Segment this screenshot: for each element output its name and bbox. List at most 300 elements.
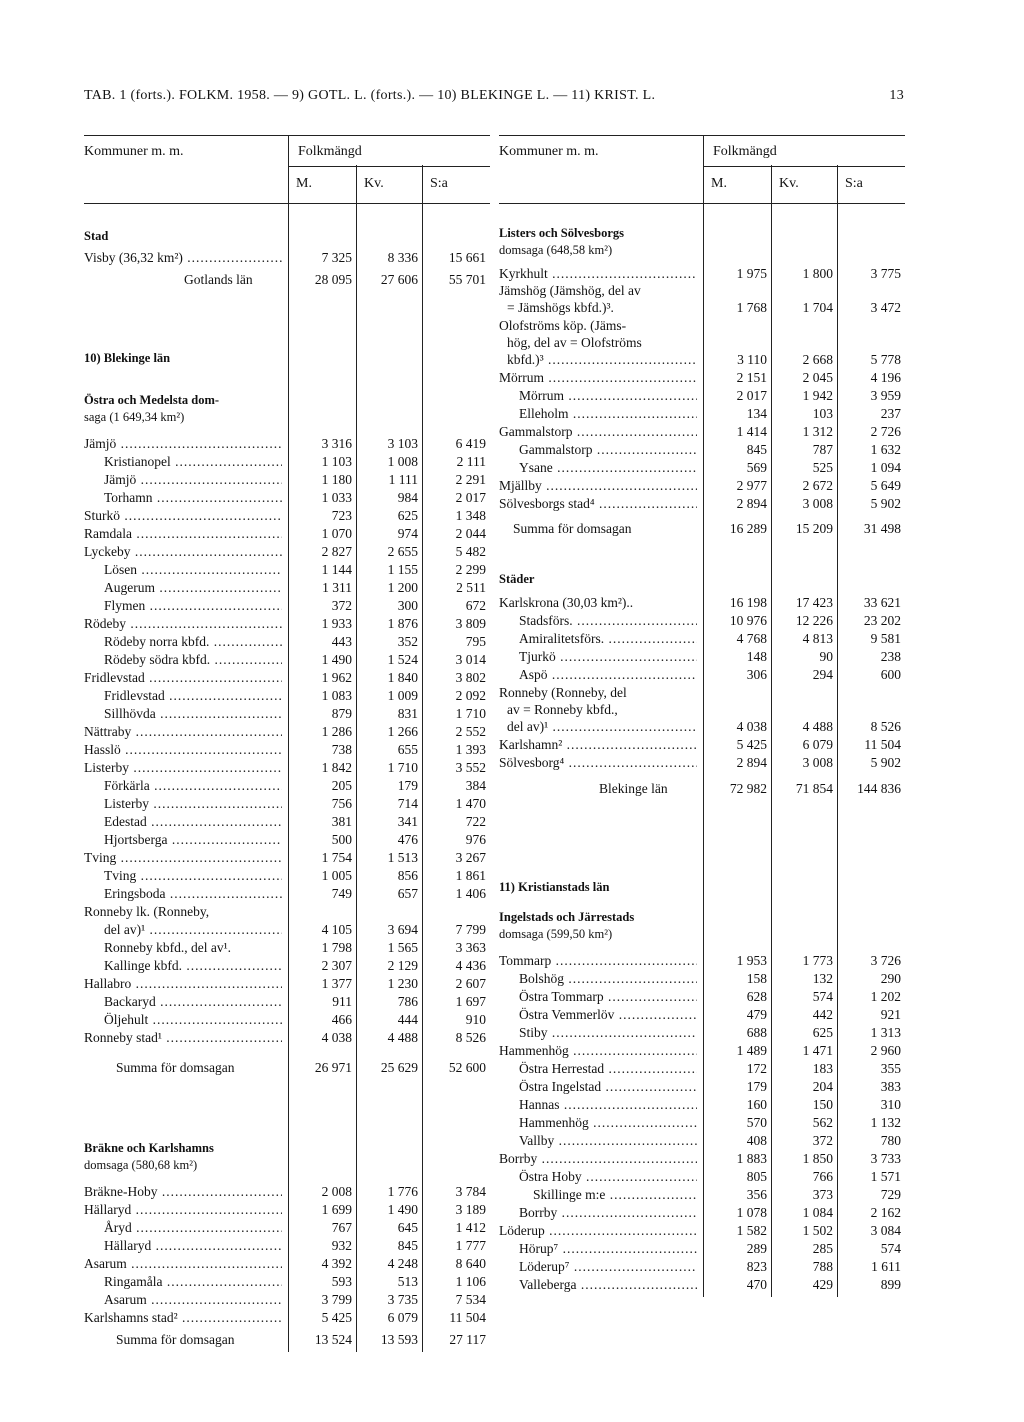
kv-value: 1 312 [802,424,833,439]
table-row [84,813,490,831]
kv-value: 341 [397,814,418,829]
row-label: Rödeby södra kbfd. ..... [104,651,282,669]
sa-value: 3 809 [455,616,486,631]
table-row [84,561,490,579]
table-row [499,1204,905,1222]
m-value: 805 [746,1169,767,1184]
table-row [84,723,490,741]
kv-value: 1 876 [387,616,418,631]
row-label: Summa för domsagan [116,1332,235,1347]
m-value: 16 198 [729,595,767,610]
row-label: Östra Ingelstad ..... [519,1078,697,1096]
sa-value: 976 [465,832,486,847]
m-value: 10 976 [729,613,767,628]
m-value: 479 [746,1007,767,1022]
m-value: 372 [331,598,352,613]
left-table [84,135,490,1347]
row-label: Ronneby stad¹ ..... [84,1029,282,1047]
sa-value: 290 [880,971,901,986]
section-heading: 10) Blekinge län [84,351,171,365]
sa-value: 5 902 [870,496,901,511]
sa-value: 2 111 [456,454,486,469]
sa-value: 4 436 [455,958,486,973]
row-label: Löderup ..... [499,1222,697,1240]
kv-value: 27 606 [380,272,418,287]
sa-value: 1 571 [870,1169,901,1184]
row-label: Valleberga ..... [519,1276,697,1294]
folkmangd-header: Folkmängd [298,144,362,159]
left-table-body [84,202,490,1352]
kv-value: 625 [397,508,418,523]
table-row [84,227,490,245]
m-value: 466 [331,1012,352,1027]
kv-value: 1 111 [388,472,418,487]
table-row [499,224,905,242]
row-label: Torhamn ..... [104,489,282,507]
m-value: 4 392 [321,1256,352,1271]
table-row [84,921,490,939]
row-label: Asarum ..... [104,1291,282,1309]
row-label: Lyckeby ..... [84,543,282,561]
m-value: 1 377 [321,976,352,991]
sa-value: 27 117 [449,1332,486,1347]
sa-header: S:a [430,176,448,191]
m-value: 2 008 [321,1184,352,1199]
section-heading: domsaga (648,58 km²) [499,243,613,257]
sa-value: 600 [880,667,901,682]
m-value: 1 953 [736,953,767,968]
kv-value: 1 524 [387,652,418,667]
m-value: 756 [331,796,352,811]
kv-value: 1 009 [387,688,418,703]
kv-value: 786 [397,994,418,1009]
row-label: Bräkne-Hoby ..... [84,1183,282,1201]
row-label: Jämjö ..... [84,435,282,453]
table-row [499,1006,905,1024]
m-header: M. [711,176,727,191]
sa-value: 3 267 [455,850,486,865]
kv-value: 300 [397,598,418,613]
sa-value: 672 [465,598,486,613]
m-value: 1 414 [736,424,767,439]
sa-value: 8 526 [870,719,901,734]
kv-value: 13 593 [380,1332,418,1347]
kv-value: 2 655 [387,544,418,559]
sa-value: 2 291 [455,472,486,487]
row-label: Hjortsberga ..... [104,831,282,849]
m-value: 570 [746,1115,767,1130]
kv-value: 3 735 [387,1292,418,1307]
table-row [84,435,490,453]
row-label: Augerum ..... [104,579,282,597]
kv-value: 1 008 [387,454,418,469]
sa-value: 3 014 [455,652,486,667]
row-label: Visby (36,32 km²) ..... [84,249,282,267]
m-value: 160 [746,1097,767,1112]
m-value: 7 325 [321,250,352,265]
sa-value: 729 [880,1187,901,1202]
m-value: 1 489 [736,1043,767,1058]
row-label: Ronneby (Ronneby, del [499,685,627,700]
m-value: 205 [331,778,352,793]
row-label: Rödeby norra kbfd. ..... [104,633,282,651]
table-row [499,908,905,926]
kv-value: 179 [397,778,418,793]
table-row [84,615,490,633]
table-row [499,630,905,648]
row-label: Ysane ..... [519,459,697,477]
row-label: Förkärla ..... [104,777,282,795]
table-row [84,1273,490,1291]
table-row [84,507,490,525]
header-title: TAB. 1 (forts.). FOLKM. 1958. — 9) GOTL. L. (forts.). — 10) BLEKINGE L. — 11) KRIST. L. [84,88,656,103]
m-value: 2 827 [321,544,352,559]
m-value: 4 038 [736,719,767,734]
kv-value: 352 [397,634,418,649]
m-value: 26 971 [314,1060,352,1075]
kv-value: 4 248 [387,1256,418,1271]
table-row [499,780,905,798]
section-heading: Stad [84,229,109,243]
row-label: Hallabro ..... [84,975,282,993]
row-label: Hammenhög ..... [499,1042,697,1060]
row-label: Elleholm ..... [519,405,697,423]
table-row [499,265,905,283]
kv-value: 562 [812,1115,833,1130]
row-label: Hörup⁷ ..... [519,1240,697,1258]
table-row [84,543,490,561]
row-label: Kristianopel ..... [104,453,282,471]
m-value: 1 033 [321,490,352,505]
table-row [84,795,490,813]
table-row [499,351,905,369]
sa-value: 238 [880,649,901,664]
kv-value: 372 [812,1133,833,1148]
table-row [499,970,905,988]
table-row [84,885,490,903]
table-row [499,423,905,441]
m-value: 932 [331,1238,352,1253]
kv-value: 3 008 [802,755,833,770]
m-value: 1 798 [321,940,352,955]
m-value: 3 110 [737,352,767,367]
m-value: 879 [331,706,352,721]
sa-value: 23 202 [863,613,901,628]
kv-value: 513 [397,1274,418,1289]
sa-value: 722 [465,814,486,829]
row-label: del av)¹ ..... [507,718,697,736]
m-value: 1 754 [321,850,352,865]
kv-value: 1 800 [802,266,833,281]
m-value: 381 [331,814,352,829]
m-value: 1 180 [321,472,352,487]
sa-value: 1 470 [455,796,486,811]
m-value: 470 [746,1277,767,1292]
m-value: 3 799 [321,1292,352,1307]
kv-value: 1 230 [387,976,418,991]
row-label: Stiby ..... [519,1024,697,1042]
kv-value: 831 [397,706,418,721]
table-row [84,391,490,409]
sa-value: 1 861 [455,868,486,883]
kv-header: Kv. [364,176,384,191]
table-row [84,1255,490,1273]
table-row [499,988,905,1006]
row-label: Jämjö ..... [104,471,282,489]
table-row [499,387,905,405]
sa-value: 7 799 [455,922,486,937]
m-value: 13 524 [314,1332,352,1347]
row-label: Bolshög ..... [519,970,697,988]
kv-value: 2 129 [387,958,418,973]
sa-value: 144 836 [857,781,901,796]
row-label: hög, del av = Olofströms [507,335,642,350]
kv-value: 1 266 [387,724,418,739]
table-row [84,633,490,651]
sa-value: 1 348 [455,508,486,523]
table-row [499,1168,905,1186]
table-row [499,1060,905,1078]
kv-value: 574 [812,989,833,1004]
m-value: 845 [746,442,767,457]
table-row [499,405,905,423]
m-value: 1 883 [736,1151,767,1166]
table-row [499,701,905,719]
sa-value: 3 189 [455,1202,486,1217]
sa-value: 55 701 [448,272,486,287]
table-row [84,489,490,507]
sa-value: 1 632 [870,442,901,457]
table-row [499,648,905,666]
table-row [84,453,490,471]
section-heading: domsaga (599,50 km²) [499,927,613,941]
table-row [84,687,490,705]
m-value: 569 [746,460,767,475]
m-value: 2 151 [736,370,767,385]
table-row [499,570,905,588]
page-header [84,88,904,108]
row-label: Kallinge kbfd. ..... [104,957,282,975]
table-row [499,952,905,970]
table-row [499,1096,905,1114]
kv-value: 204 [812,1079,833,1094]
row-label: Blekinge län [599,781,668,796]
table-row [499,1150,905,1168]
kv-value: 444 [397,1012,418,1027]
table-row [84,957,490,975]
sa-value: 5 482 [455,544,486,559]
row-label: Borrby ..... [499,1150,697,1168]
table-row [499,334,905,352]
row-label: Sillhövda ..... [104,705,282,723]
table-row [84,271,490,289]
m-value: 1 933 [321,616,352,631]
sa-value: 795 [465,634,486,649]
table-row [84,1291,490,1309]
sa-value: 4 196 [870,370,901,385]
section-heading: domsaga (580,68 km²) [84,1158,198,1172]
row-label: Karlshamns stad² ..... [84,1309,282,1327]
sa-value: 31 498 [863,521,901,536]
table-row [499,612,905,630]
table-row [499,1042,905,1060]
table-row [84,1139,490,1157]
kv-value: 1 840 [387,670,418,685]
m-value: 148 [746,649,767,664]
m-value: 1 311 [322,580,352,595]
m-value: 1 070 [321,526,352,541]
page-number: 13 [889,88,904,103]
table-row [84,579,490,597]
sa-value: 383 [880,1079,901,1094]
kv-value: 17 423 [795,595,833,610]
m-value: 356 [746,1187,767,1202]
sa-value: 1 106 [455,1274,486,1289]
table-row [84,1331,490,1349]
table-row [84,939,490,957]
kv-value: 714 [397,796,418,811]
table-row [84,349,490,367]
sa-value: 8 526 [455,1030,486,1045]
sa-value: 3 363 [455,940,486,955]
row-label: Hällaryd ..... [104,1237,282,1255]
row-label: Stadsförs. ..... [519,612,697,630]
table-row [84,471,490,489]
sa-value: 1 393 [455,742,486,757]
table-row [84,525,490,543]
table-row [499,1078,905,1096]
kv-value: 3 008 [802,496,833,511]
m-value: 2 017 [736,388,767,403]
section-heading: saga (1 649,34 km²) [84,410,185,424]
row-label: Hasslö ..... [84,741,282,759]
kv-value: 3 103 [387,436,418,451]
table-row [499,878,905,896]
m-value: 306 [746,667,767,682]
sa-value: 7 534 [455,1292,486,1307]
m-value: 628 [746,989,767,1004]
kv-header: Kv. [779,176,799,191]
m-value: 28 095 [314,272,352,287]
section-heading: Listers och Sölvesborgs [499,226,624,240]
table-row [84,903,490,921]
kv-value: 856 [397,868,418,883]
row-label: Gammalstorp ..... [499,423,697,441]
sa-value: 1 132 [870,1115,901,1130]
table-row [499,754,905,772]
m-value: 4 768 [736,631,767,646]
kv-value: 12 226 [795,613,833,628]
sa-value: 3 802 [455,670,486,685]
m-value: 2 894 [736,496,767,511]
m-value: 4 038 [321,1030,352,1045]
m-value: 1 286 [321,724,352,739]
row-label: Mörrum ..... [519,387,697,405]
kv-value: 2 045 [802,370,833,385]
row-label: kbfd.)³ ..... [507,351,697,369]
kv-value: 625 [812,1025,833,1040]
table-row [499,369,905,387]
sa-value: 2 726 [870,424,901,439]
row-label: Hammenhög ..... [519,1114,697,1132]
m-value: 688 [746,1025,767,1040]
sa-value: 8 640 [455,1256,486,1271]
sa-value: 1 697 [455,994,486,1009]
row-label: Summa för domsagan [116,1060,235,1075]
row-label: Aspö ..... [519,666,697,684]
row-label: Backaryd ..... [104,993,282,1011]
kv-value: 1 200 [387,580,418,595]
row-label: Mörrum ..... [499,369,697,387]
table-row [499,718,905,736]
table-row [499,666,905,684]
header-divider [288,166,490,167]
row-label: Skillinge m:e ..... [533,1186,697,1204]
row-label: Hällaryd ..... [84,1201,282,1219]
table-row [499,1258,905,1276]
kv-value: 285 [812,1241,833,1256]
table-row [84,975,490,993]
sa-value: 11 504 [864,737,901,752]
kv-value: 25 629 [380,1060,418,1075]
sa-value: 2 960 [870,1043,901,1058]
sa-value: 3 726 [870,953,901,968]
table-row [84,249,490,267]
row-label: Ronneby lk. (Ronneby, [84,904,210,919]
table-row [499,925,905,943]
sa-value: 2 552 [455,724,486,739]
m-value: 1 103 [321,454,352,469]
m-value: 911 [332,994,352,1009]
table-row [499,520,905,538]
sa-value: 1 710 [455,706,486,721]
row-label: av = Ronneby kbfd., [507,702,618,717]
m-value: 72 982 [729,781,767,796]
table-row [84,1219,490,1237]
m-value: 2 894 [736,755,767,770]
m-value: 158 [746,971,767,986]
sa-value: 910 [465,1012,486,1027]
table-row [499,459,905,477]
sa-value: 15 661 [448,250,486,265]
m-value: 1 144 [321,562,352,577]
m-header: M. [296,176,312,191]
table-row [84,993,490,1011]
table-row [84,651,490,669]
kv-value: 2 668 [802,352,833,367]
row-label: Lösen ..... [104,561,282,579]
sa-value: 33 621 [863,595,901,610]
m-value: 2 977 [736,478,767,493]
sa-value: 355 [880,1061,901,1076]
row-label: Åryd ..... [104,1219,282,1237]
sa-value: 899 [880,1277,901,1292]
table-row [84,669,490,687]
m-value: 3 316 [321,436,352,451]
row-label: Nättraby ..... [84,723,282,741]
sa-value: 3 784 [455,1184,486,1199]
table-row [499,594,905,612]
kommuner-header: Kommuner m. m. [84,144,184,159]
kv-value: 15 209 [795,521,833,536]
table-row [499,1024,905,1042]
m-value: 1 078 [736,1205,767,1220]
table-row [499,1186,905,1204]
row-label: Östra Tommarp ..... [519,988,697,1006]
m-value: 1 842 [321,760,352,775]
row-label: Fridlevstad ..... [104,687,282,705]
table-row [84,597,490,615]
